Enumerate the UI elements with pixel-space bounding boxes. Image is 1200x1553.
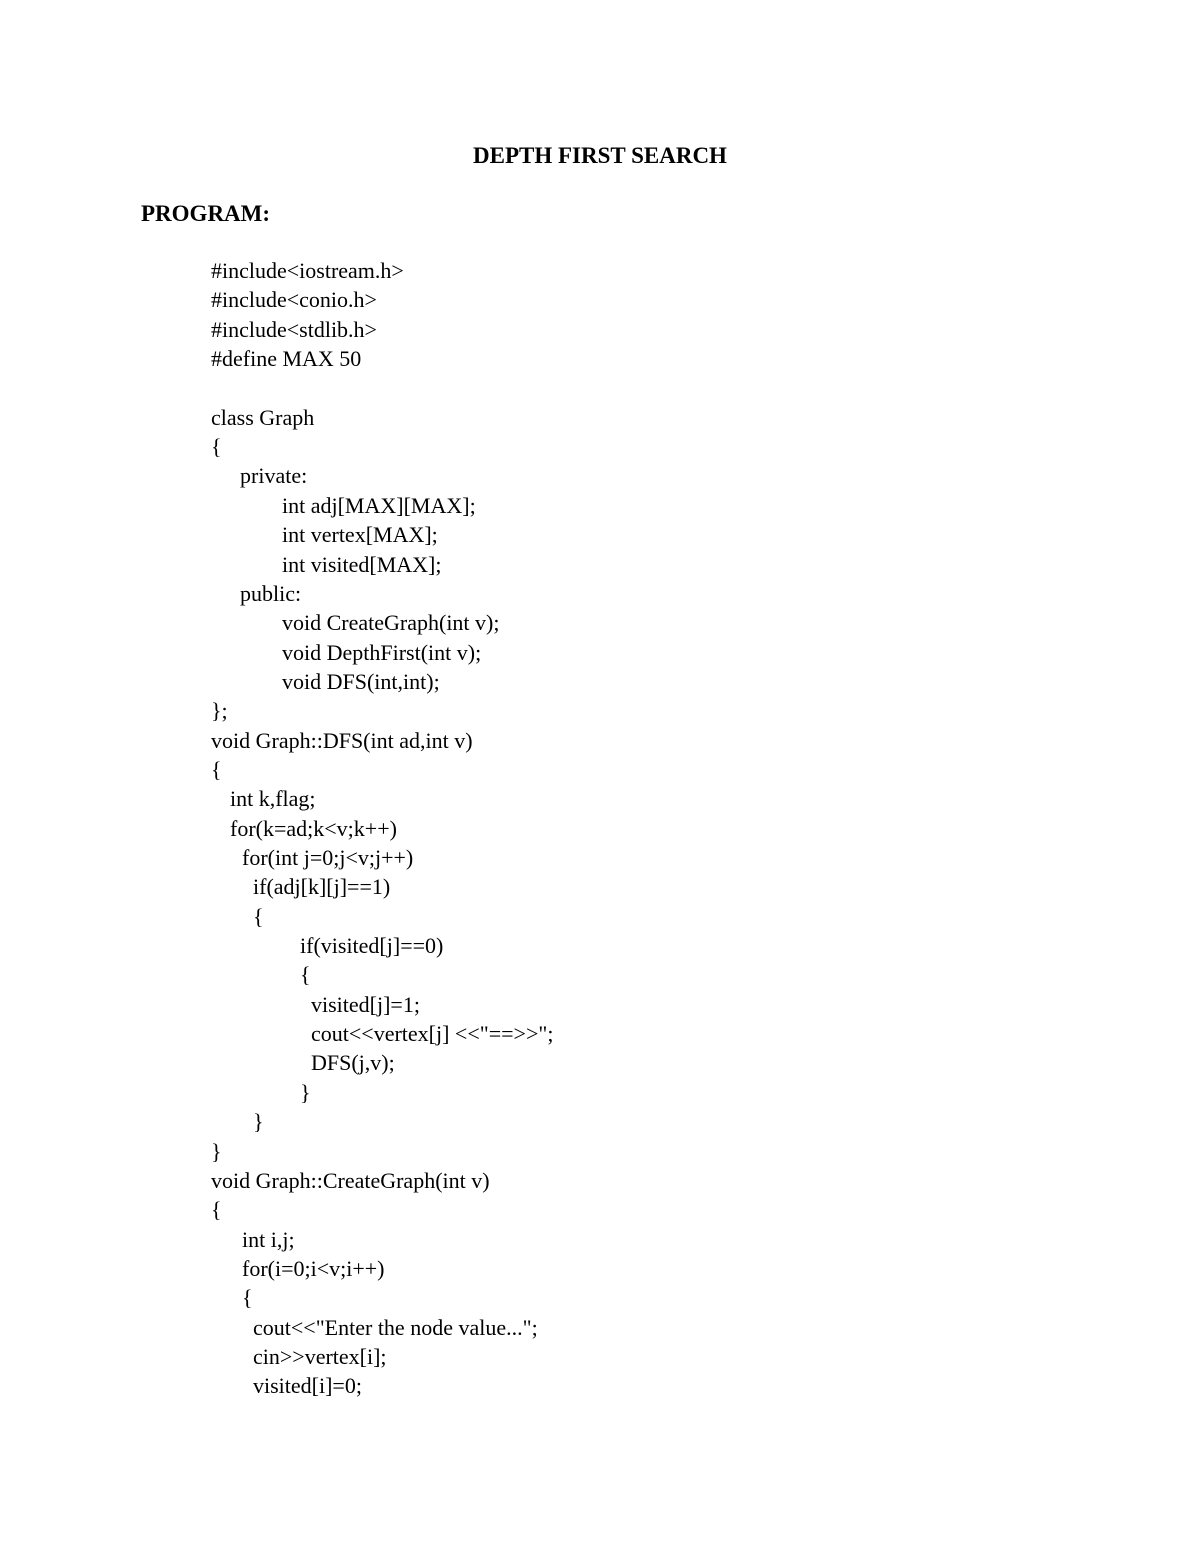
code-line: cin>>vertex[i]; [253, 1343, 387, 1369]
code-line: }; [211, 698, 228, 724]
code-line: void DepthFirst(int v); [282, 639, 482, 665]
code-line: for(int j=0;j<v;j++) [242, 845, 414, 870]
code-line: visited[j]=1; [311, 991, 420, 1017]
code-line: DFS(j,v); [311, 1050, 395, 1076]
code-line: { [211, 756, 222, 782]
code-line: #include<iostream.h> [211, 258, 404, 283]
code-line: private: [240, 463, 308, 489]
code-line: for(k=ad;k<v;k++) [230, 815, 397, 841]
code-line: } [211, 1138, 222, 1164]
code-line: { [253, 903, 264, 929]
code-line: public: [240, 580, 302, 606]
code-line: { [242, 1285, 253, 1311]
code-line: void Graph::CreateGraph(int v) [211, 1167, 490, 1193]
code-line: } [253, 1109, 264, 1135]
code-line: void DFS(int,int); [282, 668, 440, 694]
code-line: int visited[MAX]; [282, 551, 442, 577]
code-line: if(adj[k][j]==1) [253, 874, 391, 900]
code-line: #define MAX 50 [211, 346, 362, 372]
code-line: cout<<"Enter the node value..."; [253, 1314, 538, 1340]
code-line: for(i=0;i<v;i++) [242, 1255, 385, 1281]
code-line: visited[i]=0; [253, 1373, 362, 1399]
code-line: int adj[MAX][MAX]; [282, 492, 476, 518]
code-line: int vertex[MAX]; [282, 522, 438, 548]
code-line: void CreateGraph(int v); [282, 610, 500, 636]
section-heading: PROGRAM: [141, 201, 271, 226]
document-title: DEPTH FIRST SEARCH [473, 143, 727, 168]
code-line: void Graph::DFS(int ad,int v) [211, 727, 473, 753]
code-line: { [300, 962, 311, 988]
code-line: int i,j; [242, 1226, 295, 1252]
code-line: int k,flag; [230, 786, 316, 812]
code-line: if(visited[j]==0) [300, 933, 444, 959]
code-line: #include<conio.h> [211, 287, 377, 313]
code-line: #include<stdlib.h> [211, 316, 377, 342]
code-line: } [300, 1079, 311, 1105]
code-line: { [211, 1197, 222, 1223]
code-line: { [211, 434, 222, 460]
code-line: class Graph [211, 404, 315, 430]
code-line: cout<<vertex[j] <<"==>>"; [311, 1021, 554, 1047]
